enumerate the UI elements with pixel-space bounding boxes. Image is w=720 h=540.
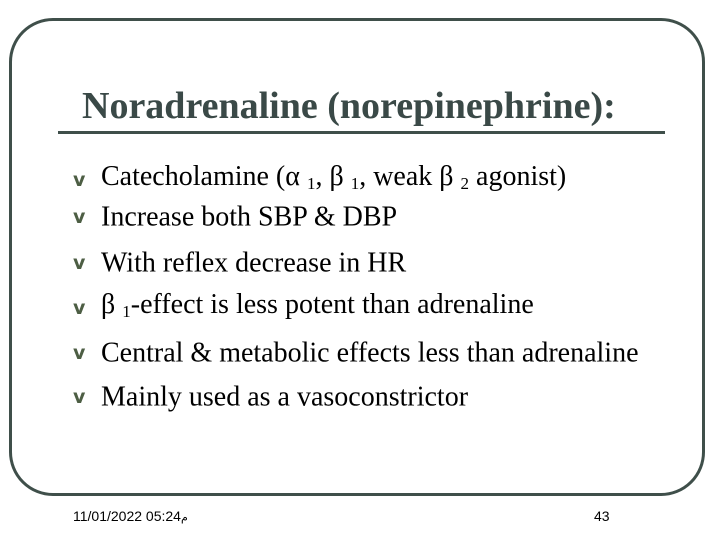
bullet-text: Central & metabolic effects less than adrenaline — [101, 337, 639, 369]
bullet-text: Catecholamine (α $_1$, β $_1$, weak β $_2$ agonist) — [101, 161, 567, 193]
footer-datetime-text: 05:24 11/01/2022 — [73, 508, 181, 524]
slide-title-text: Noradrenaline (norepinephrine): — [82, 85, 616, 127]
bullet-marker-icon: v — [73, 168, 86, 191]
bullet-item-catecholamine — [73, 160, 566, 194]
bullet-marker-icon: v — [73, 205, 86, 228]
bullet-item-vasoconstrictor — [73, 379, 468, 413]
footer-am-pm: م — [180, 512, 188, 524]
bullet-marker-icon: v — [73, 296, 86, 319]
bullet-marker-icon: v — [73, 341, 86, 364]
footer-datetime — [73, 508, 192, 524]
bullet-text: With reflex decrease in HR — [101, 247, 407, 279]
bullet-marker-icon: v — [73, 385, 86, 408]
bullet-text: β $_1$-effect is less potent than adrenaline — [101, 289, 534, 321]
bullet-marker-icon: v — [73, 251, 86, 274]
bullet-item-reflex-hr — [73, 245, 406, 279]
bullet-text: Increase both SBP & DBP — [101, 201, 398, 233]
page-number: 43 — [594, 508, 610, 524]
bullet-item-sbp-dbp — [73, 199, 397, 233]
bullet-item-beta1-effect — [73, 288, 534, 322]
bullet-item-central-metabolic — [73, 335, 639, 369]
bullet-text: Mainly used as a vasoconstrictor — [101, 381, 469, 413]
